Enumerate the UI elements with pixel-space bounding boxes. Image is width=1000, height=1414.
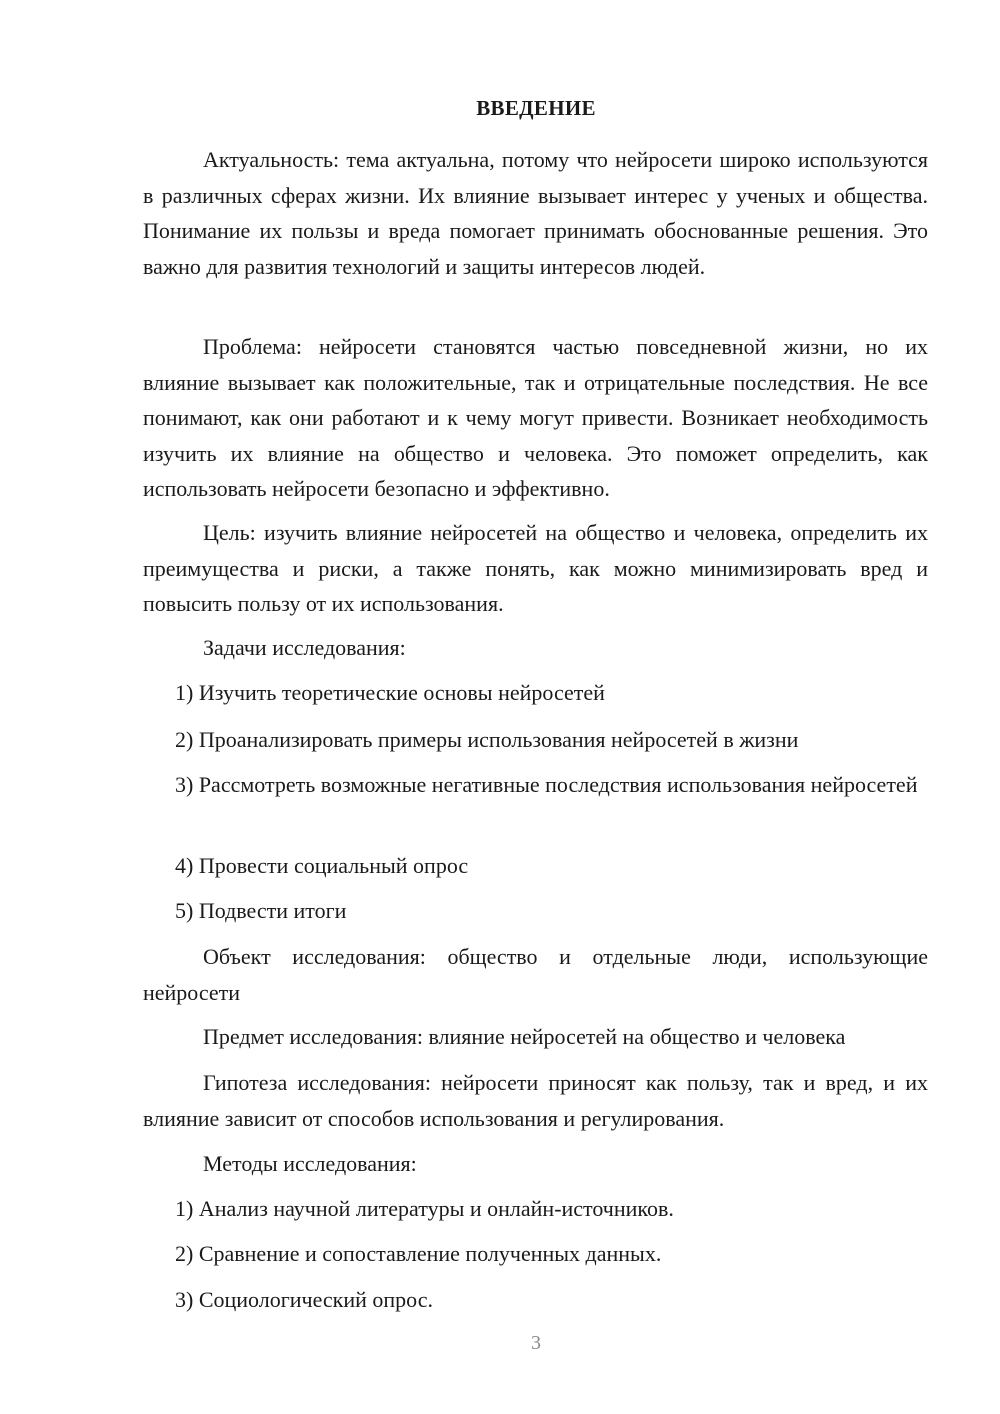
section-title: ВВЕДЕНИЕ — [476, 96, 596, 120]
method-item-2: 2) Сравнение и сопоставление полученных данных. — [175, 1241, 662, 1266]
goal-paragraph: Цель: изучить влияние нейросетей на общество и человека, определить их преимущества и риски, а также понять, как можно минимизировать вред и повысить пользу от их использования. — [143, 520, 928, 616]
task-item-3: 3) Рассмотреть возможные негативные последствия использования нейросетей — [175, 772, 918, 797]
task-item-1: 1) Изучить теоретические основы нейросетей — [175, 680, 605, 705]
task-item-2: 2) Проанализировать примеры использования нейросетей в жизни — [175, 727, 799, 752]
task-item-4: 4) Провести социальный опрос — [175, 853, 469, 878]
object-paragraph: Объект исследования: общество и отдельные люди, использующие нейросети — [143, 944, 928, 1005]
hypothesis-paragraph: Гипотеза исследования: нейросети приносят как пользу, так и вред, и их влияние зависит от способов использования и регулирования. — [143, 1070, 928, 1131]
page-number: 3 — [531, 1332, 541, 1354]
tasks-heading: Задачи исследования: — [203, 635, 406, 660]
subject-paragraph: Предмет исследования: влияние нейросетей на общество и человека — [203, 1024, 846, 1049]
relevance-paragraph: Актуальность: тема актуальна, потому что нейросети широко используются в различных сферах жизни. Их влияние вызывает интерес у ученых и общества. Понимание их пользы и вреда помогает принимать обоснованные решения. Это важно для развития технологий и защиты интересов людей. — [143, 147, 928, 279]
task-item-5: 5) Подвести итоги — [175, 898, 347, 923]
methods-heading: Методы исследования: — [203, 1151, 417, 1176]
method-item-1: 1) Анализ научной литературы и онлайн-источников. — [175, 1196, 674, 1221]
method-item-3: 3) Социологический опрос. — [175, 1287, 433, 1312]
problem-paragraph: Проблема: нейросети становятся частью повседневной жизни, но их влияние вызывает как положительные, так и отрицательные последствия. Не все понимают, как они работают и к чему могут привести. Возникает необходимость изучить их влияние на общество и человека. Это поможет определить, как использовать нейросети безопасно и эффективно. — [143, 334, 928, 501]
